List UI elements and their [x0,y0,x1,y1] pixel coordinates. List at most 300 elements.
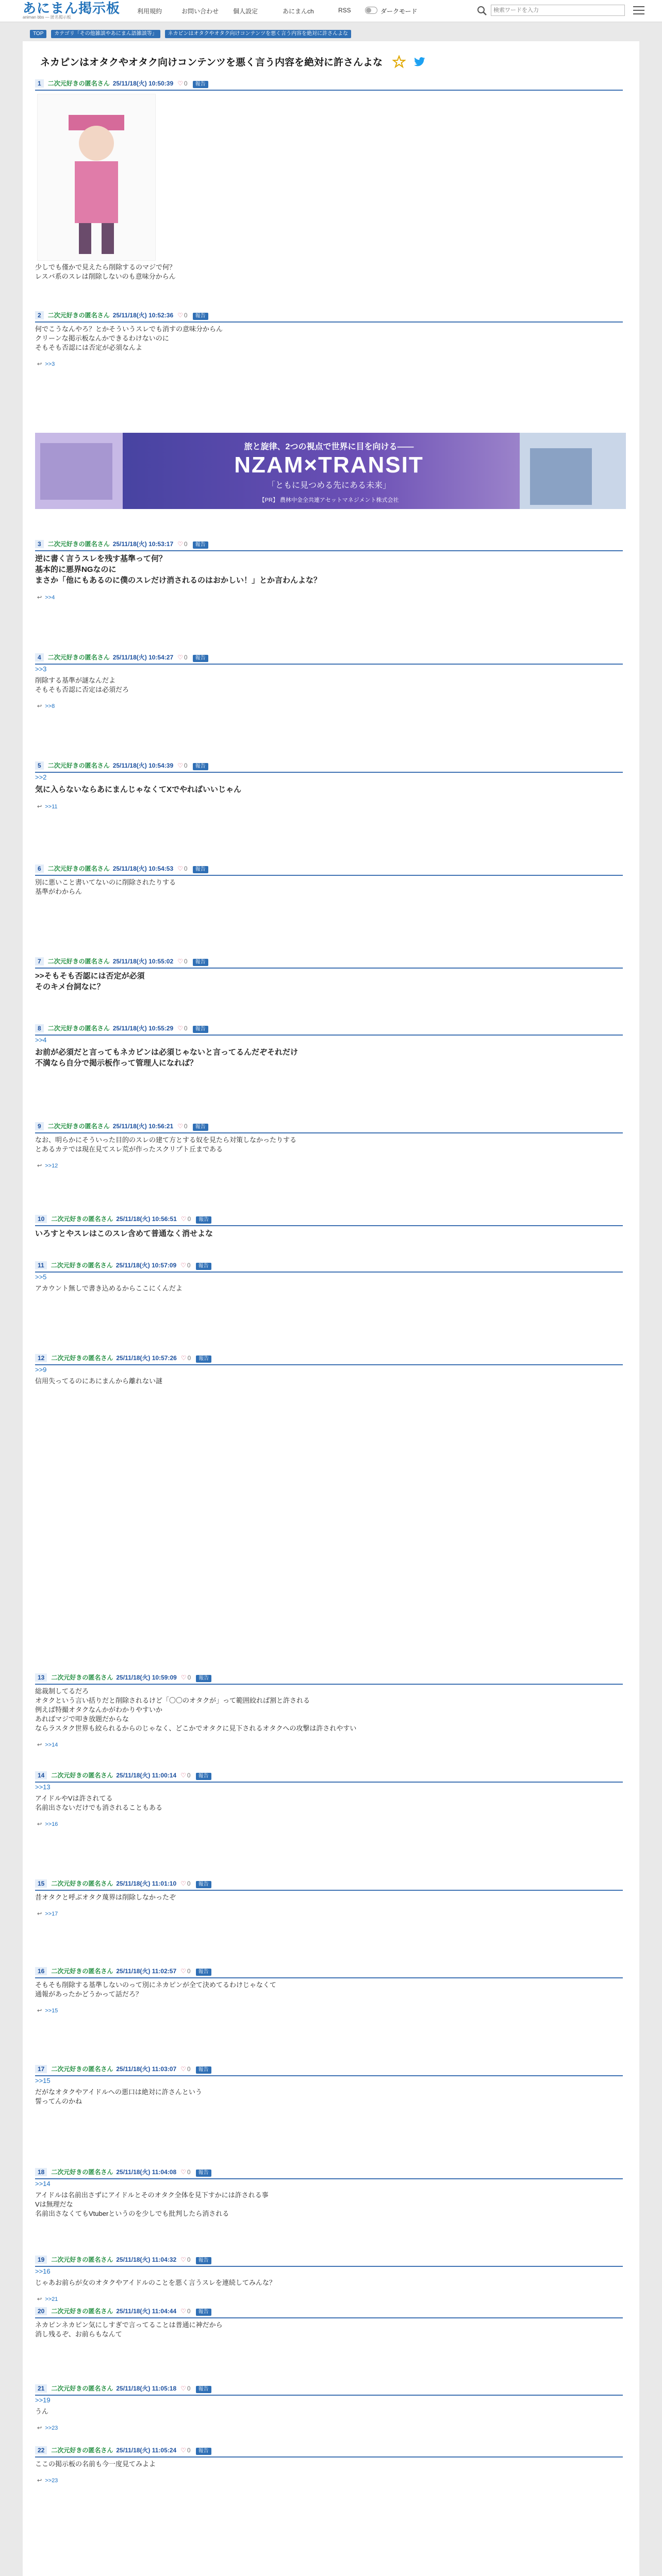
reply-arrow-icon[interactable]: ↩ [37,2008,42,2014]
post [35,2256,623,2302]
post-meta [35,957,623,967]
post-separator [35,321,623,323]
post-line: Vは無理だな [35,2200,73,2208]
reply-link[interactable]: >>17 [45,1911,58,1917]
post-line: 通報があったかどうかって話だろ？ [35,1990,142,1998]
post-line: とあるカテでは現在見てスレ荒が作ったスクリプト丘まである [35,1145,223,1153]
post-author: 二次元好きの匿名さん [47,1123,110,1130]
post-date: 25/11/18(火) 11:04:32 [116,2256,177,2263]
post-number[interactable]: 12 [35,1354,47,1362]
post-number[interactable]: 15 [35,1879,47,1888]
like-heart-icon[interactable]: ♡ [180,2308,186,2315]
post-author: 二次元好きの匿名さん [51,1215,113,1223]
reply-link[interactable]: >>23 [45,2425,58,2431]
post-meta [35,2256,623,2265]
reply-row [37,803,625,810]
like-count: 0 [187,2256,191,2263]
reply-arrow-icon[interactable]: ↩ [37,2296,42,2302]
post-body [35,1980,623,1999]
ad-line1: 旅と旋律、2つの視点で世界に目を向ける―― [244,443,414,451]
post-separator [35,1890,623,1891]
post-number[interactable]: 21 [35,2384,47,2393]
post-line: 逆に書く言うスレを残す基準って何？ [35,554,167,563]
post-line: クリーンな掲示板なんかできるわけないのに [35,334,169,342]
post-separator [35,90,623,91]
post-line: 少しでも僅かで見えたら削除するのマジで何？ [35,263,176,271]
post [35,1122,623,1169]
like-heart-icon[interactable]: ♡ [180,2065,186,2073]
logo-subtitle: animan bbs — 匿名掲示板 [23,15,71,20]
post [35,1673,623,1748]
post-author: 二次元好きの匿名さん [51,1354,113,1362]
post-body [35,1136,623,1154]
ad-line3: 「ともに見つめる先にある未来」 [267,481,391,490]
post [35,653,623,709]
post-meta [35,2446,623,2455]
post-number[interactable]: 9 [35,1122,44,1130]
post-anchor-link[interactable]: >>15 [35,2077,51,2084]
report-button[interactable]: 報告 [193,81,208,88]
like-count: 0 [184,1025,188,1032]
reply-link[interactable]: >>15 [45,2008,58,2014]
reply-arrow-icon[interactable]: ↩ [37,1821,42,1827]
post-date: 25/11/18(火) 11:02:57 [116,1968,177,1975]
post-date: 25/11/18(火) 10:55:29 [112,1025,174,1032]
like-count: 0 [187,1354,191,1362]
reply-arrow-icon[interactable]: ↩ [37,361,42,367]
post-body [35,1047,623,1069]
like-count: 0 [187,1262,191,1269]
like-heart-icon[interactable]: ♡ [180,1968,186,1975]
post-meta [35,2065,623,2074]
reply-link[interactable]: >>4 [45,595,55,601]
search-icon[interactable] [476,5,488,16]
post-author: 二次元好きの匿名さん [51,2385,113,2392]
like-heart-icon[interactable]: ♡ [180,1262,186,1269]
post-meta [35,1261,623,1270]
like-count: 0 [187,2385,191,2392]
nav-contact[interactable]: お問い合わせ [181,8,219,15]
like-count: 0 [187,2168,191,2176]
like-count: 0 [187,1968,191,1975]
post-separator [35,1132,623,1133]
reply-link[interactable]: >>23 [45,2478,58,2484]
post-author: 二次元好きの匿名さん [47,654,110,661]
post-anchor-link[interactable]: >>2 [35,773,47,781]
site-logo[interactable] [23,2,120,20]
post-line: 総裁制してるだろ [35,1687,89,1695]
post-number[interactable]: 19 [35,2256,47,2264]
like-heart-icon[interactable]: ♡ [180,1674,187,1681]
post-author: 二次元好きの匿名さん [51,1968,113,1975]
post-separator [35,2317,623,2318]
post-author: 二次元好きの匿名さん [47,958,110,965]
post-line: じゃあお前らが女のオタクやアイドルのことを悪く言うスレを連続してみんな？ [35,2279,276,2286]
post [35,1967,623,2014]
report-button[interactable]: 報告 [196,2257,211,2264]
post-meta [35,653,623,663]
like-heart-icon[interactable]: ♡ [180,2256,186,2263]
post-author: 二次元好きの匿名さん [47,540,110,548]
reply-row [37,703,625,709]
like-count: 0 [187,2447,191,2454]
post-line: そもそも否認には否定が必須なんよ [35,344,143,351]
post-body [35,2460,623,2469]
reply-row [37,594,625,601]
like-heart-icon[interactable]: ♡ [177,312,183,319]
post-body [35,263,623,281]
post-line: 名前出さないだけでも消されることもある [35,1804,163,1811]
post-author: 二次元好きの匿名さん [47,312,110,319]
reply-row [37,1162,625,1169]
report-button[interactable]: 報告 [196,2066,211,2074]
report-button[interactable]: 報告 [193,655,208,662]
post [35,1879,623,1917]
breadcrumb-thread[interactable]: ネカピンはオタクやオタク向けコンテンツを悪く言う内容を絶対に許さんよな [165,30,352,38]
nav-terms[interactable]: 利用規約 [137,8,162,15]
post-date: 25/11/18(火) 11:03:07 [116,2065,177,2073]
page-title: ネカピンはオタクやオタク向けコンテンツを悪く言う内容を絶対に許さんよな [40,57,383,68]
like-heart-icon[interactable]: ♡ [177,865,183,872]
post [35,2065,623,2106]
post-number[interactable]: 16 [35,1967,47,1975]
post-separator [35,968,623,969]
post-author: 二次元好きの匿名さん [47,80,110,87]
post-number[interactable]: 6 [35,865,44,873]
like-count: 0 [184,1123,188,1130]
reply-row [37,2477,625,2484]
post-meta [35,311,623,320]
post-anchor-link[interactable]: >>14 [35,2180,51,2188]
post-date: 25/11/18(火) 11:05:24 [116,2447,177,2454]
report-button[interactable]: 報告 [193,959,208,966]
reply-arrow-icon[interactable]: ↩ [37,1742,42,1748]
like-count: 0 [184,958,188,965]
like-heart-icon[interactable]: ♡ [177,958,183,965]
post-anchor-link[interactable]: >>4 [35,1036,47,1044]
breadcrumb [30,30,354,38]
post-author: 二次元好きの匿名さん [51,2256,113,2263]
post [35,311,623,367]
like-count: 0 [184,865,188,872]
post-line: 誓ってんのかね [35,2097,82,2105]
post-anchor-link[interactable]: >>16 [35,2267,51,2275]
like-count: 0 [184,80,188,87]
reply-arrow-icon[interactable]: ↩ [37,1911,42,1917]
post-meta [35,79,623,89]
post-separator [35,1684,623,1685]
post [35,540,623,601]
reply-arrow-icon[interactable]: ↩ [37,804,42,810]
like-count: 0 [187,1215,191,1223]
search-input[interactable] [491,5,625,16]
logo-title: あにまん掲示板 [23,1,121,16]
post-number[interactable]: 8 [35,1024,44,1032]
post-date: 25/11/18(火) 11:04:44 [116,2308,177,2315]
reply-arrow-icon[interactable]: ↩ [37,2425,42,2431]
post-anchor-link[interactable]: >>19 [35,2396,51,2404]
post-line: 信用失ってるのにあにまんから離れない謎 [35,1377,163,1385]
favorite-star-icon[interactable] [392,55,406,69]
post-body [35,2191,623,2218]
reply-link[interactable]: >>14 [45,1742,58,1748]
like-heart-icon[interactable]: ♡ [180,1215,187,1223]
post-number[interactable]: 3 [35,540,44,548]
post [35,2446,623,2484]
post-number[interactable]: 7 [35,957,44,965]
post-body [35,1228,623,1239]
reply-row [37,1910,625,1917]
report-button[interactable]: 報告 [196,1263,211,1270]
post-line: 別に悪いこと書いてないのに削除されたりする [35,878,176,886]
breadcrumb-top[interactable]: TOP [30,30,46,38]
report-button[interactable]: 報告 [196,2448,211,2455]
report-button[interactable]: 報告 [196,2386,211,2393]
breadcrumb-category[interactable]: カテゴリ「その他雑談やあにまん語雑談等」 [51,30,160,38]
post-line: アイドルやVは許されてる [35,1794,113,1802]
post-body [35,2320,623,2339]
reply-link[interactable]: >>16 [45,1821,58,1827]
post-meta [35,761,623,771]
like-heart-icon[interactable]: ♡ [180,2385,186,2392]
dark-mode-toggle[interactable] [365,7,377,14]
post-body [35,1377,623,1386]
post-line: 名前出さなくてもVtuberというのを少しでも批判したら消される [35,2210,229,2217]
like-heart-icon[interactable]: ♡ [177,540,183,548]
post-body [35,1893,623,1902]
post-date: 25/11/18(火) 11:05:18 [116,2385,177,2392]
post-body [35,784,623,795]
post [35,761,623,810]
like-heart-icon[interactable]: ♡ [177,1025,183,1032]
post-author: 二次元好きの匿名さん [51,2447,113,2454]
report-button[interactable]: 報告 [193,866,208,873]
reply-row [37,361,625,367]
like-count: 0 [184,654,188,661]
report-button[interactable]: 報告 [196,2309,211,2316]
post-line: なお、明らかにそういった目的のスレの建て方とする奴を見たら対策しなかったりする [35,1136,297,1144]
post [35,2384,623,2431]
post-body [35,2088,623,2106]
post-line: お前が必須だと言ってもネカピンは必須じゃないと言ってるんだぞそれだけ [35,1048,299,1057]
post-meta [35,2168,623,2177]
post-author: 二次元好きの匿名さん [51,1772,113,1779]
report-button[interactable]: 報告 [196,1773,211,1780]
post [35,865,623,896]
like-heart-icon[interactable]: ♡ [180,2447,186,2454]
post-date: 25/11/18(火) 10:54:39 [112,762,174,769]
post-line: そもそも否認に否定は必須だろ [35,686,129,693]
reply-link[interactable]: >>21 [45,2296,58,2302]
reply-link[interactable]: >>12 [45,1163,58,1169]
post [35,2168,623,2218]
post-line: 昔オタクと呼ぶオタク蔑界は削除しなかったぞ [35,1893,176,1901]
post-number[interactable]: 10 [35,1215,47,1223]
post-line: オタクという言い括りだと削除されるけど「〇〇のオタクが」って範囲絞れば割と許される [35,1697,310,1704]
post-line: 気に入らないならあにまんじゃなくてXでやればいいじゃん [35,785,242,794]
like-heart-icon[interactable]: ♡ [177,80,183,87]
post-date: 25/11/18(火) 10:52:36 [112,312,174,319]
post-number[interactable]: 13 [35,1673,47,1682]
post-date: 25/11/18(火) 11:01:10 [116,1880,177,1887]
post-meta [35,1967,623,1976]
post-date: 25/11/18(火) 11:00:14 [116,1772,177,1779]
post-anchor-link[interactable]: >>9 [35,1366,47,1374]
post-date: 25/11/18(火) 10:55:02 [112,958,174,965]
post-author: 二次元好きの匿名さん [51,1880,113,1887]
post-line: 例えば特撮オタクなんかがわかりやすいか [35,1706,163,1714]
post-number[interactable]: 11 [35,1261,47,1269]
post-meta [35,1354,623,1363]
like-heart-icon[interactable]: ♡ [177,1123,183,1130]
post [35,2307,623,2339]
post-line: >>そもそも否認には否定が必須 [35,972,145,980]
post-line: アカウント無しで書き込めるからここにくんだよ [35,1284,183,1292]
like-count: 0 [187,2308,191,2315]
post-body [35,2278,623,2287]
post-anchor-link[interactable]: >>3 [35,665,47,673]
reply-arrow-icon[interactable]: ↩ [37,2478,42,2484]
top-bar [0,0,662,22]
like-heart-icon[interactable]: ♡ [177,762,183,769]
report-button[interactable]: 報告 [196,1216,211,1224]
post-date: 25/11/18(火) 10:56:21 [112,1123,174,1130]
post [35,1354,623,1386]
reply-arrow-icon[interactable]: ↩ [37,595,42,601]
like-heart-icon[interactable]: ♡ [180,1772,186,1779]
report-button[interactable]: 報告 [196,1675,211,1682]
post-number[interactable]: 18 [35,2168,47,2176]
post-meta [35,1024,623,1033]
reply-row [37,2007,625,2014]
menu-icon[interactable] [633,6,644,14]
post-meta [35,1215,623,1224]
post-number[interactable]: 20 [35,2307,47,2315]
like-heart-icon[interactable]: ♡ [180,2168,186,2176]
reply-link[interactable]: >>11 [45,804,58,810]
post-line: いろすとやスレはこのスレ含めて普通なく消せよな [35,1229,213,1238]
post-line: うん [35,2408,49,2415]
post-anchor-link[interactable]: >>5 [35,1273,47,1281]
post-body [35,1794,623,1812]
post-number[interactable]: 17 [35,2065,47,2073]
thread-container [23,41,639,2576]
post-date: 25/11/18(火) 10:56:51 [116,1215,177,1223]
like-heart-icon[interactable]: ♡ [177,654,183,661]
reply-link[interactable]: >>3 [45,361,55,367]
post-number[interactable]: 22 [35,2446,47,2454]
ad-line2: NZAM×TRANSIT [234,452,424,478]
post-meta [35,1771,623,1781]
post-separator [35,1225,623,1226]
post-line: 不満なら自分で掲示板作って管理人になれば？ [35,1059,198,1067]
nav-rss[interactable]: RSS [338,7,351,14]
reply-row [37,2425,625,2431]
reply-arrow-icon[interactable]: ↩ [37,1163,42,1169]
post-separator [35,2456,623,2458]
ad-line4: 【PR】 農林中金全共連アセットマネジメント株式会社 [259,497,399,503]
post-number[interactable]: 5 [35,761,44,770]
post-line: あればマジで叩き放題だからな [35,1715,129,1723]
report-button[interactable]: 報告 [196,1355,211,1363]
report-button[interactable]: 報告 [193,763,208,770]
post-date: 25/11/18(火) 10:57:26 [116,1354,177,1362]
report-button[interactable]: 報告 [196,2170,211,2177]
twitter-share-icon[interactable] [413,55,426,69]
report-button[interactable]: 報告 [196,1969,211,1976]
post-number[interactable]: 4 [35,653,44,662]
nav-settings[interactable]: 個人設定 [233,8,258,15]
post-meta [35,1673,623,1683]
post-body [35,1284,623,1293]
post [35,1771,623,1827]
post-body [35,325,623,352]
post-line: ネカピンネカピン気にしすぎで言ってることは普通に神だから [35,2321,223,2329]
post-date: 25/11/18(火) 10:50:39 [112,80,174,87]
like-count: 0 [187,2065,191,2073]
reply-arrow-icon[interactable]: ↩ [37,703,42,709]
post-body [35,2407,623,2416]
post-author: 二次元好きの匿名さん [47,865,110,872]
post-meta [35,1122,623,1131]
dark-mode-label: ダークモード [380,8,418,15]
post-author: 二次元好きの匿名さん [47,762,110,769]
post-anchor-link[interactable]: >>13 [35,1783,51,1791]
post [35,1215,623,1239]
reply-link[interactable]: >>8 [45,703,55,709]
post-meta [35,2307,623,2316]
like-count: 0 [187,1880,191,1887]
report-button[interactable]: 報告 [193,1026,208,1033]
post-body [35,1687,623,1733]
reply-row [37,1741,625,1748]
ad-banner[interactable] [35,433,626,509]
report-button[interactable]: 報告 [193,541,208,549]
post-body [35,553,623,586]
post-number[interactable]: 2 [35,311,44,319]
post-meta [35,2384,623,2394]
report-button[interactable]: 報告 [196,1881,211,1888]
like-heart-icon[interactable]: ♡ [180,1880,186,1887]
report-button[interactable]: 報告 [193,1124,208,1131]
post-meta [35,865,623,874]
reply-row [37,1821,625,1827]
like-count: 0 [184,312,188,319]
post-date: 25/11/18(火) 11:04:08 [116,2168,177,2176]
post-line: アイドルは名前出さずにアイドルとそのオタク全体を見下すかには許される事 [35,2191,269,2199]
post-line: 削除する基準が謎なんだよ [35,676,116,684]
post-image[interactable] [37,94,156,261]
post-author: 二次元好きの匿名さん [51,2065,113,2073]
post-body [35,971,623,992]
title-row [40,55,618,68]
post-number[interactable]: 1 [35,79,44,88]
report-button[interactable]: 報告 [193,313,208,320]
post-line: 基準がわからん [35,888,82,895]
like-count: 0 [184,762,188,769]
post-line: ならラスタク世界も絞られるからのじゃなく、どこかでオタクに見下されるオタクへの攻撃は許されやすい [35,1724,357,1732]
post-line: そのキメ台詞なに？ [35,982,105,991]
post-date: 25/11/18(火) 10:59:09 [116,1674,177,1681]
post-author: 二次元好きの匿名さん [51,1674,113,1681]
post-number[interactable]: 14 [35,1771,47,1780]
like-heart-icon[interactable]: ♡ [180,1354,187,1362]
nav-animanch[interactable]: あにまんch [283,8,314,15]
post-line: レスバ系のスレは削除しないのも意味分からん [35,273,176,280]
post-line: そもそも削除する基準しないのって別にネカピンが全て決めてるわけじゃなくて [35,1981,276,1989]
like-count: 0 [187,1772,191,1779]
like-count: 0 [187,1674,191,1681]
